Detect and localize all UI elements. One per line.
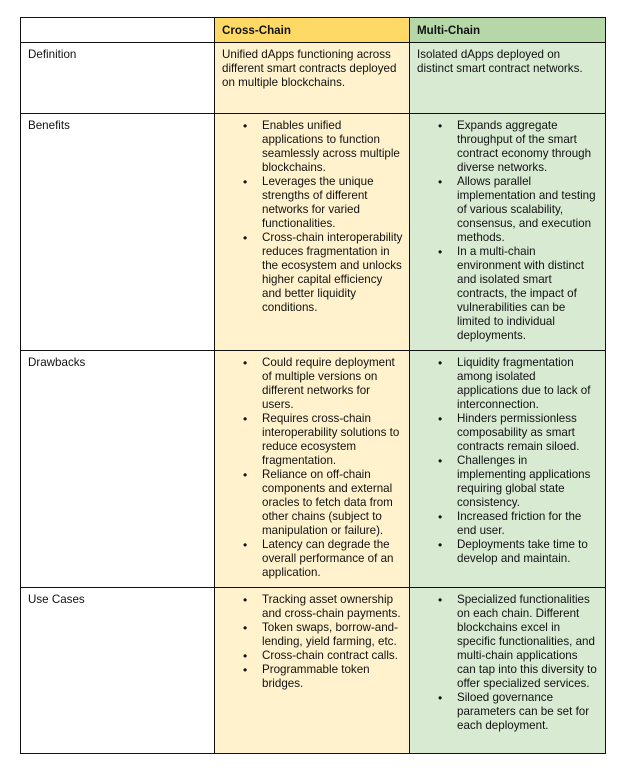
header-cell-multi-chain: Multi-Chain <box>410 18 606 43</box>
multi-chain-drawbacks-cell <box>410 351 606 588</box>
bullet-list <box>222 356 403 580</box>
list-item: • Specialized functionalities on each chain. Different blockchains excel in specific functionalities, and multi-chain applications can tap into this diversity to offer specialized services. <box>457 593 599 691</box>
multi-chain-definition-cell <box>410 43 606 114</box>
list-item: • Cross-chain contract calls. <box>262 649 403 663</box>
list-item: • Tracking asset ownership and cross-chain payments. <box>262 593 403 621</box>
bullet-list <box>222 593 403 691</box>
cross-chain-definition-cell <box>215 43 410 114</box>
list-item: • Leverages the unique strengths of different networks for varied functionalities. <box>262 175 403 231</box>
list-item: • Reliance on off-chain components and external oracles to fetch data from other chains (subject to manipulation or failure). <box>262 468 403 538</box>
list-item: • Hinders permissionless composability as smart contracts remain siloed. <box>457 412 599 454</box>
cross-chain-benefits-cell <box>215 114 410 351</box>
row-label-benefits: Benefits <box>21 114 215 351</box>
table-row <box>21 588 606 754</box>
list-item: • Programmable token bridges. <box>262 663 403 691</box>
list-item: • Cross-chain interoperability reduces fragmentation in the ecosystem and unlocks higher capital efficiency and better liquidity conditions. <box>262 231 403 315</box>
bullet-list <box>417 593 599 733</box>
list-item: • Could require deployment of multiple versions on different networks for users. <box>262 356 403 412</box>
cell-text: Isolated dApps deployed on distinct smart contract networks. <box>417 48 583 75</box>
header-row <box>21 18 606 43</box>
table-row <box>21 351 606 588</box>
list-item: • Latency can degrade the overall performance of an application. <box>262 538 403 580</box>
list-item: • Increased friction for the end user. <box>457 510 599 538</box>
bullet-list <box>417 356 599 566</box>
cross-chain-use-cases-cell <box>215 588 410 754</box>
list-item: • Expands aggregate throughput of the smart contract economy through diverse networks. <box>457 119 599 175</box>
list-item: • Deployments take time to develop and maintain. <box>457 538 599 566</box>
list-item: • Liquidity fragmentation among isolated applications due to lack of interconnection. <box>457 356 599 412</box>
comparison-table <box>20 17 606 754</box>
list-item: • Siloed governance parameters can be set for each deployment. <box>457 691 599 733</box>
list-item: • Enables unified applications to function seamlessly across multiple blockchains. <box>262 119 403 175</box>
list-item: • Allows parallel implementation and testing of various scalability, consensus, and execution methods. <box>457 175 599 245</box>
table-row <box>21 43 606 114</box>
list-item: • Challenges in implementing applications requiring global state consistency. <box>457 454 599 510</box>
header-cell-empty <box>21 18 215 43</box>
table-row <box>21 114 606 351</box>
row-label-definition: Definition <box>21 43 215 114</box>
cell-text: Unified dApps functioning across different smart contracts deployed on multiple blockchains. <box>222 48 397 89</box>
cross-chain-drawbacks-cell <box>215 351 410 588</box>
list-item: • Requires cross-chain interoperability solutions to reduce ecosystem fragmentation. <box>262 412 403 468</box>
bullet-list <box>417 119 599 343</box>
bullet-list <box>222 119 403 315</box>
multi-chain-benefits-cell <box>410 114 606 351</box>
multi-chain-use-cases-cell <box>410 588 606 754</box>
header-cell-cross-chain: Cross-Chain <box>215 18 410 43</box>
row-label-drawbacks: Drawbacks <box>21 351 215 588</box>
list-item: • Token swaps, borrow-and-lending, yield farming, etc. <box>262 621 403 649</box>
row-label-use-cases: Use Cases <box>21 588 215 754</box>
list-item: • In a multi-chain environment with distinct and isolated smart contracts, the impact of vulnerabilities can be limited to individual deployments. <box>457 245 599 343</box>
